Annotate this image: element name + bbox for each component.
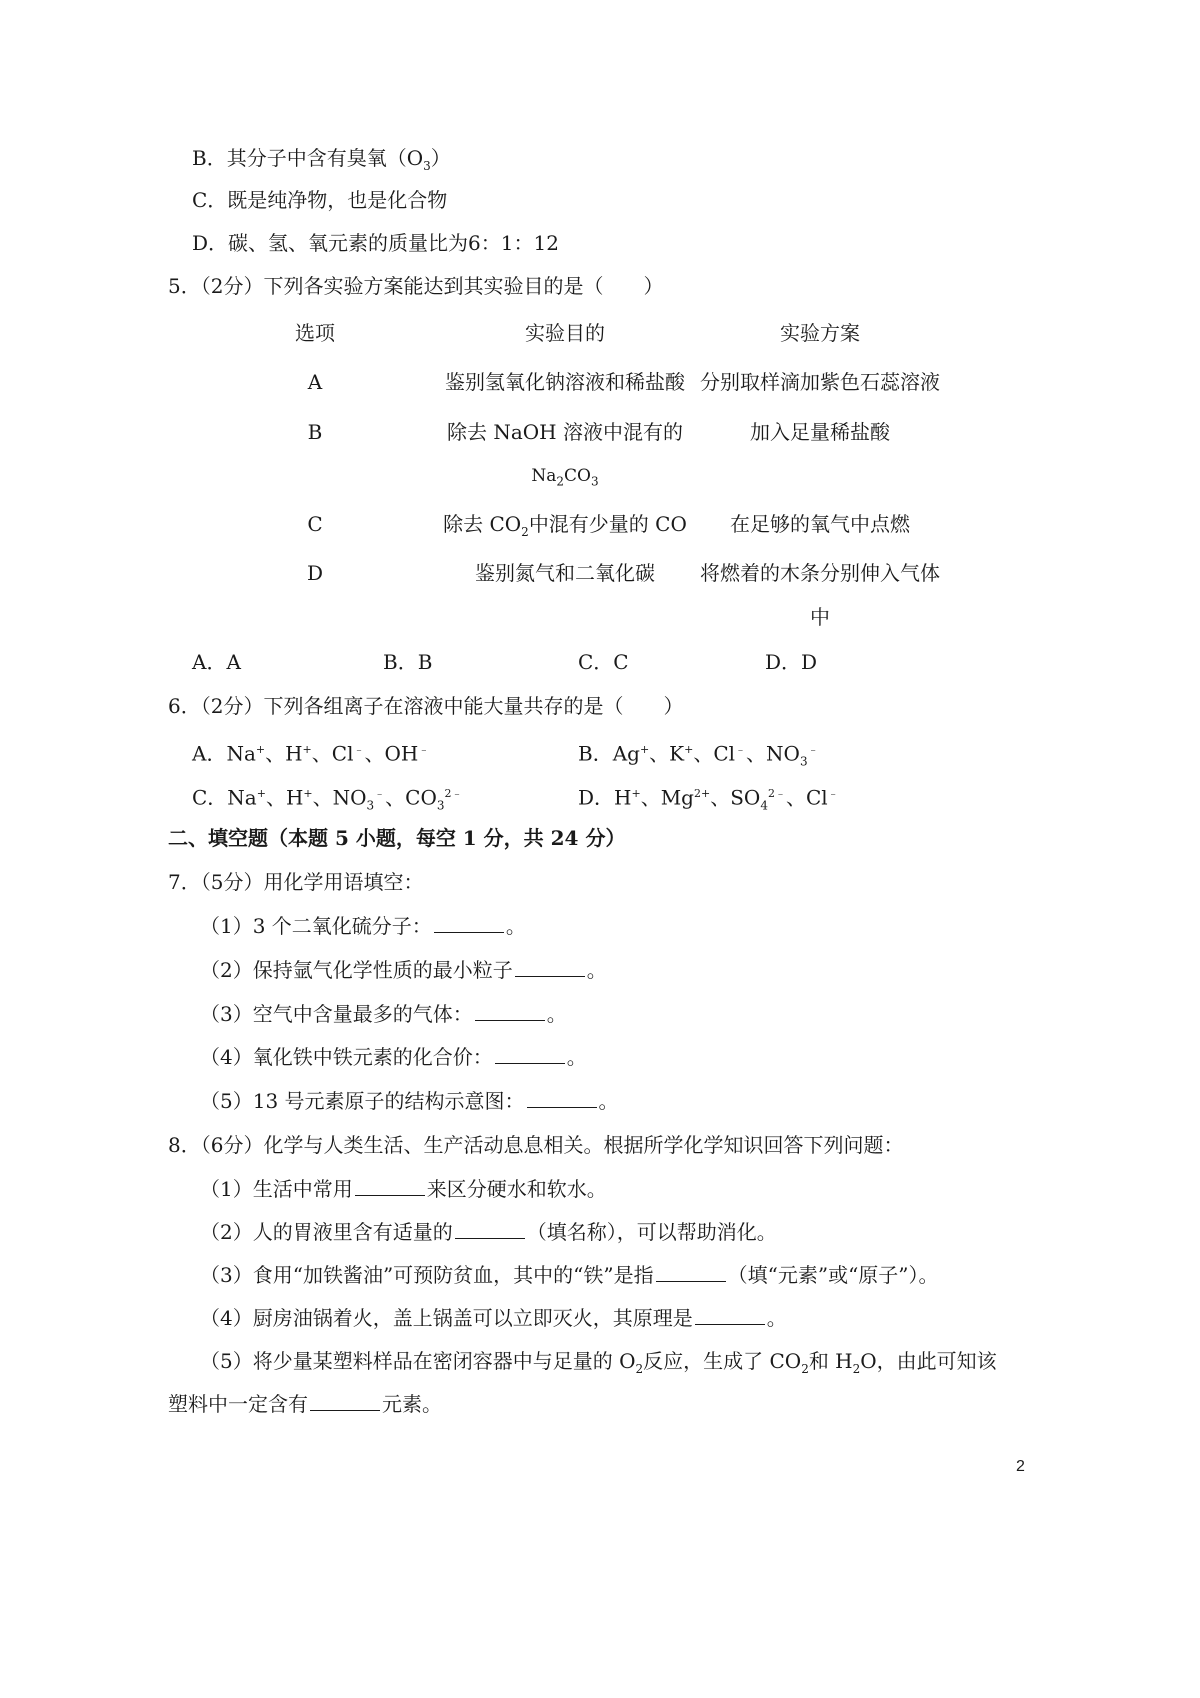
table-header-method: 实验方案 <box>780 321 860 345</box>
row-a-option: A <box>307 370 323 394</box>
row-d-option: D <box>306 561 324 585</box>
row-b-purpose-line2: $Na_2CO_3$ <box>531 466 599 489</box>
q7-item-1: （1）3 个二氧化硫分子： 。 <box>200 914 526 938</box>
row-b-method: 加入足量稀盐酸 <box>750 420 890 444</box>
answer-blank[interactable] <box>355 1177 425 1196</box>
q8-item-1: （1）生活中常用 来区分硬水和软水。 <box>200 1177 607 1201</box>
q8-item-3: （3）食用“加铁酱油”可预防贫血，其中的“铁”是指 （填“元素”或“原子”）。 <box>200 1263 939 1287</box>
row-c-method: 在足够的氧气中点燃 <box>730 512 910 536</box>
answer-blank[interactable] <box>455 1220 525 1239</box>
q5-choice-a: A．A <box>192 650 241 674</box>
row-a-purpose: 鉴别氢氧化钠溶液和稀盐酸 <box>445 370 685 394</box>
row-d-purpose: 鉴别氮气和二氧化碳 <box>475 561 655 585</box>
row-d-method-line2: 中 <box>810 605 830 629</box>
row-c-option: C <box>307 512 323 536</box>
row-d-method: 将燃着的木条分别伸入气体 <box>700 561 940 585</box>
q4-option-d: D．碳、氢、氧元素的质量比为6：1：12 <box>192 231 559 255</box>
table-header-option: 选项 <box>295 321 335 345</box>
q7-item-2: （2）保持氩气化学性质的最小粒子 。 <box>200 958 607 982</box>
row-b-purpose: 除去 NaOH 溶液中混有的 <box>447 420 683 444</box>
page-number: 2 <box>1016 1458 1025 1475</box>
q7-stem: 7．（5分）用化学用语填空： <box>168 870 424 894</box>
q6-option-a: A．Na+、H+、Cl﹣、OH﹣ <box>192 741 430 766</box>
q5-stem: 5．（2分）下列各实验方案能达到其实验目的是（ ） <box>168 274 664 298</box>
q7-item-4: （4）氧化铁中铁元素的化合价： 。 <box>200 1045 587 1069</box>
answer-blank[interactable] <box>515 958 585 977</box>
section-title: 二、填空题（本题 5 小题，每空 1 分，共 24 分） <box>168 826 626 850</box>
q8-item-4: （4）厨房油锅着火，盖上锅盖可以立即灭火，其原理是 。 <box>200 1306 787 1330</box>
q6-stem: 6．（2分）下列各组离子在溶液中能大量共存的是（ ） <box>168 694 684 718</box>
q6-option-c: C．Na+、H+、$NO_3^﹣$、$CO_3^{2﹣}$ <box>192 785 463 813</box>
q5-choice-b: B．B <box>383 650 433 674</box>
answer-blank[interactable] <box>434 914 504 933</box>
q5-choice-c: C．C <box>578 650 629 674</box>
q8-stem: 8．（6分）化学与人类生活、生产活动息息相关。根据所学化学知识回答下列问题： <box>168 1133 904 1157</box>
q6-option-b: B．Ag+、K+、Cl﹣、$NO_3^﹣$ <box>578 741 819 769</box>
q5-choice-d: D．D <box>765 650 818 674</box>
answer-blank[interactable] <box>475 1002 545 1021</box>
q7-item-5: （5）13 号元素原子的结构示意图： 。 <box>200 1089 619 1113</box>
q4-option-c: C．既是纯净物，也是化合物 <box>192 188 448 212</box>
table-header-purpose: 实验目的 <box>525 321 605 345</box>
answer-blank[interactable] <box>527 1089 597 1108</box>
row-b-option: B <box>307 420 323 444</box>
q8-item-2: （2）人的胃液里含有适量的 （填名称），可以帮助消化。 <box>200 1220 777 1244</box>
q8-item-5: （5）将少量某塑料样品在密闭容器中与足量的 $O_2$反应，生成了 $CO_2$和 $H_2O$，由此可知该 <box>200 1349 997 1376</box>
q8-item-5-line2: 塑料中一定含有 元素。 <box>168 1392 442 1416</box>
q7-item-3: （3）空气中含量最多的气体： 。 <box>200 1002 567 1026</box>
row-a-method: 分别取样滴加紫色石蕊溶液 <box>700 370 940 394</box>
answer-blank[interactable] <box>695 1306 765 1325</box>
row-c-purpose: 除去 $CO_2$中混有少量的 CO <box>443 512 687 539</box>
answer-blank[interactable] <box>310 1392 380 1411</box>
q4-option-b: B．其分子中含有臭氧$(O_3)$ <box>192 146 451 173</box>
answer-blank[interactable] <box>656 1263 726 1282</box>
answer-blank[interactable] <box>495 1045 565 1064</box>
q6-option-d: D．H+、$Mg^{2+}$、$SO_4^{2﹣}$、Cl﹣ <box>578 785 839 813</box>
